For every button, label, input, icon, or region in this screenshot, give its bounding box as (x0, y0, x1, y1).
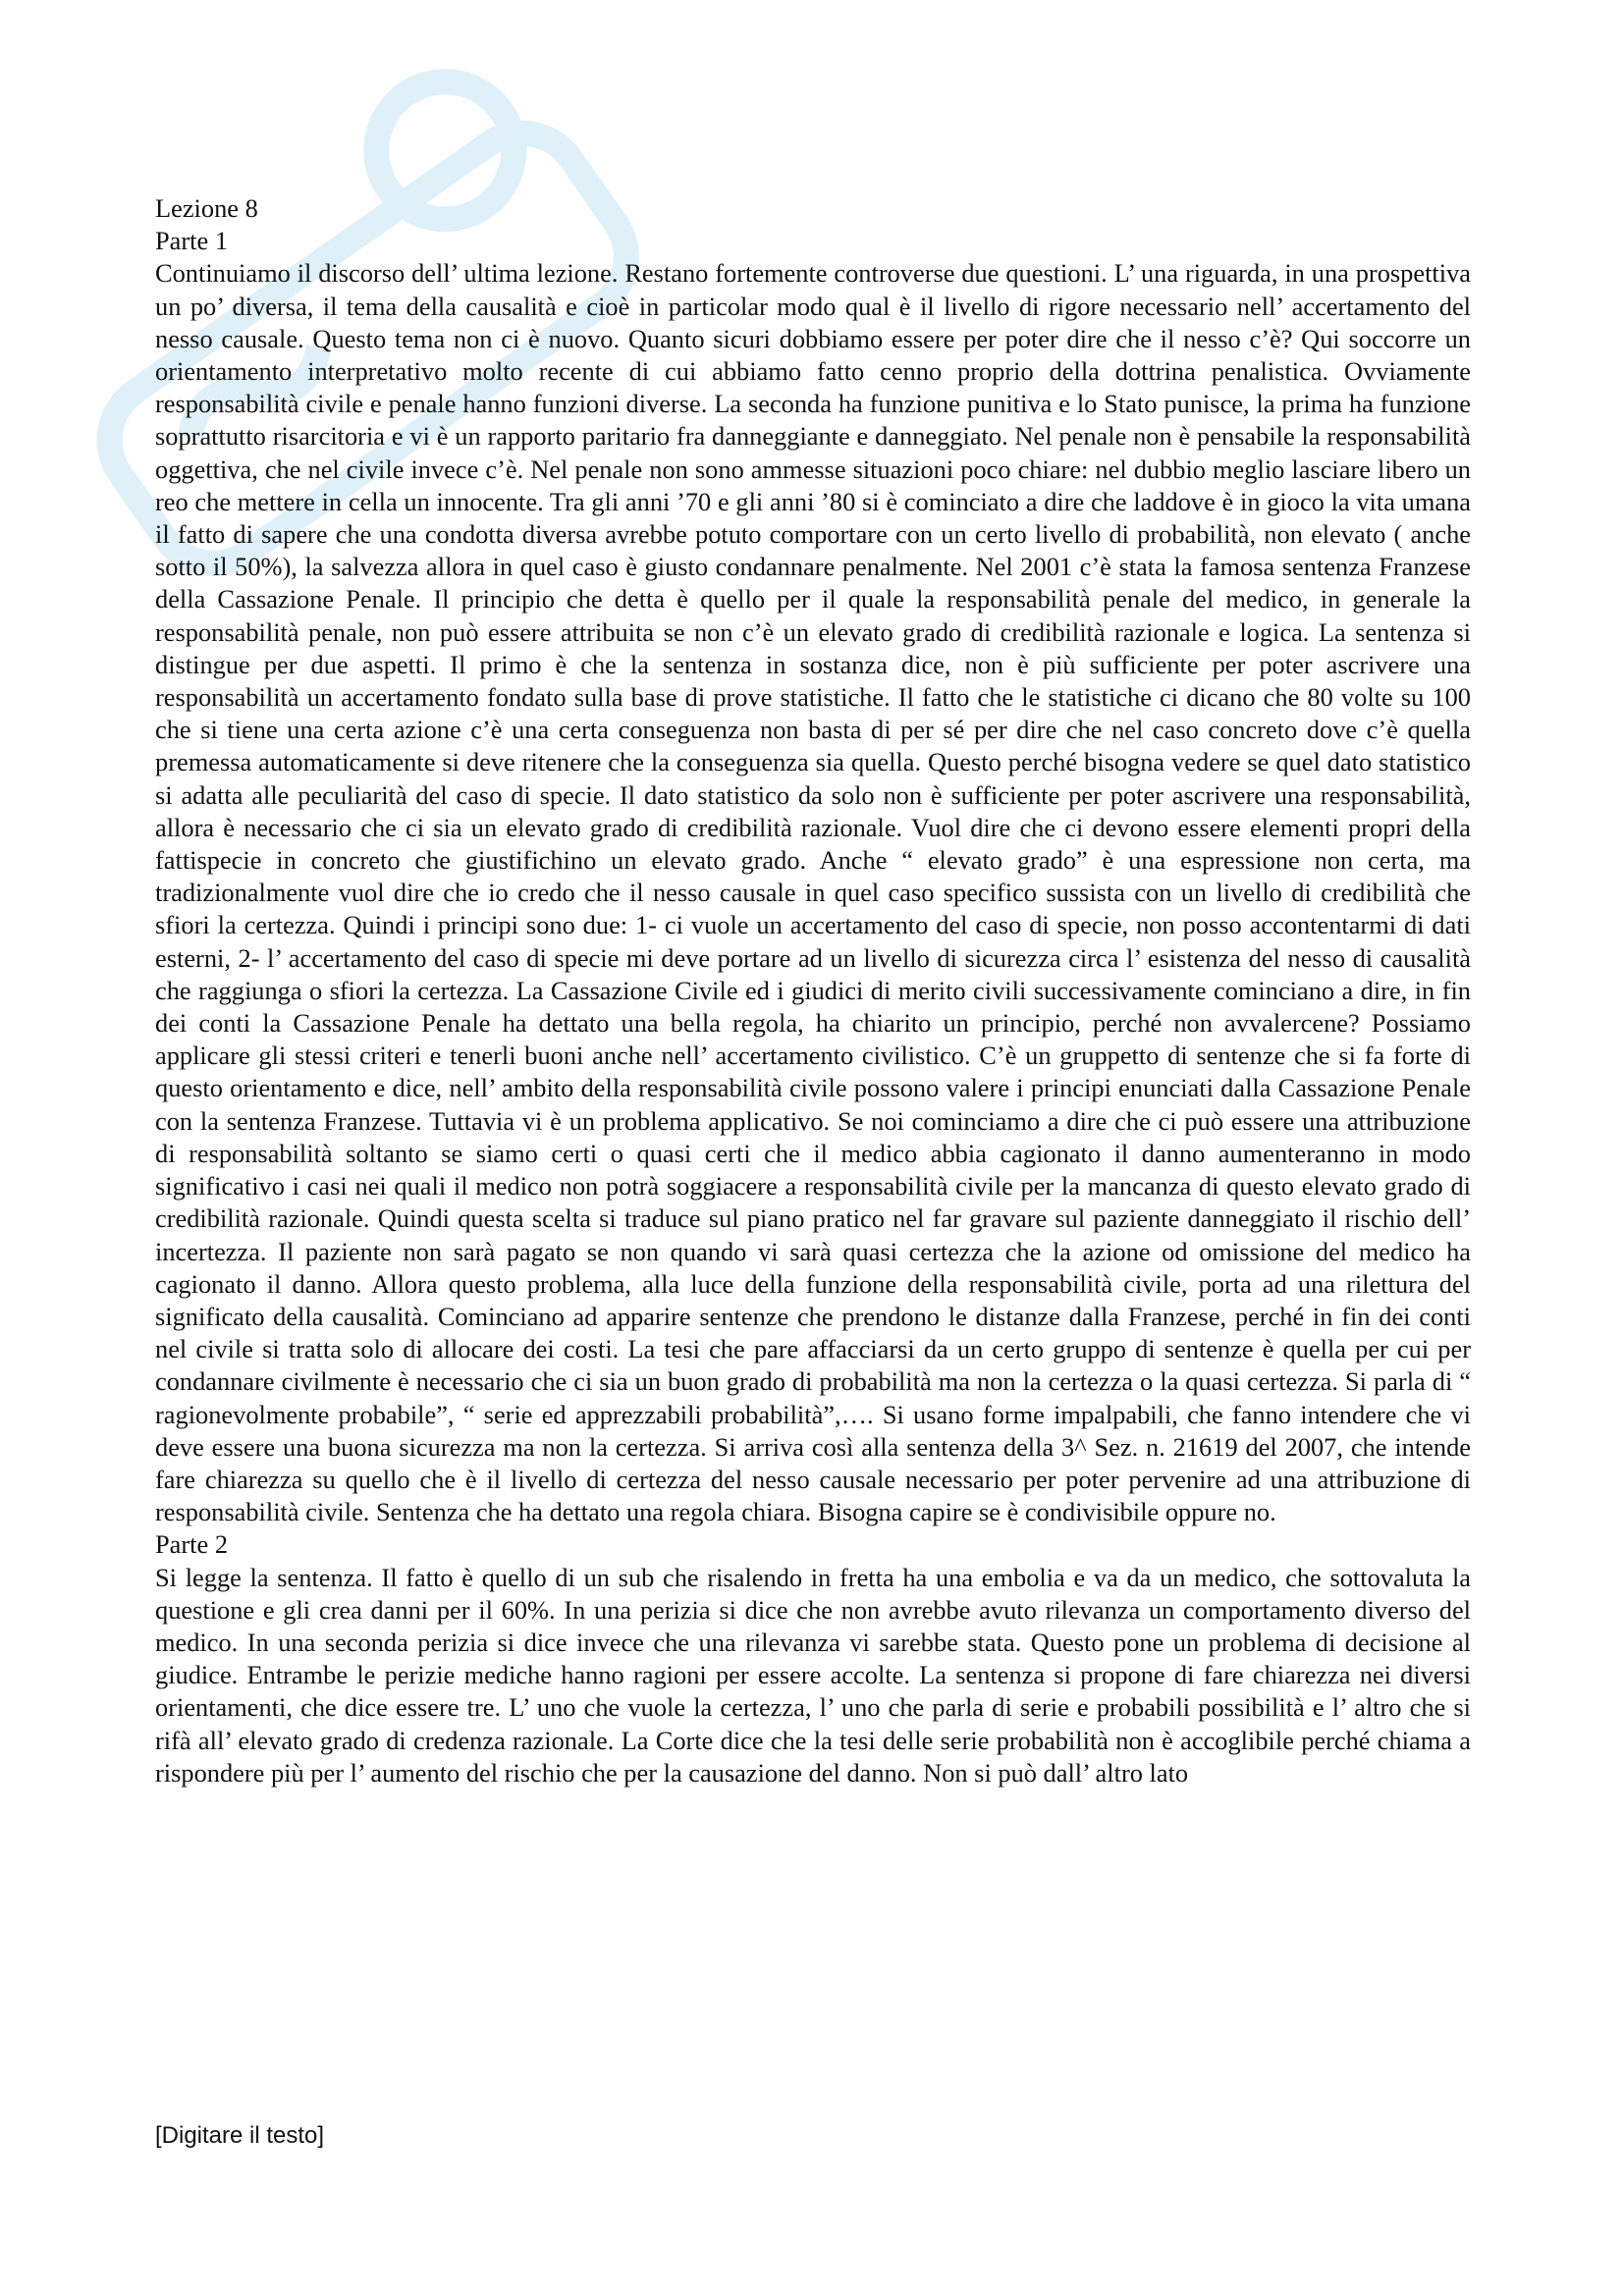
footer-placeholder[interactable]: [Digitare il testo] (155, 2122, 325, 2149)
part1-paragraph: Continuiamo il discorso dell’ ultima lezione. Restano fortemente controverse due questioni. L’ una riguarda, in una prospettiva un po’ diversa, il tema della causalità e cioè in particolar modo qual è il livello di rigore necessario nell’ accertamento del nesso causale. Questo tema non ci è nuovo. Quanto sicuri dobbiamo essere per poter dire che il nesso c’è? Qui soccorre un orientamento interpretativo molto recente di cui abbiamo fatto cenno proprio della dottrina penalistica. Ovviamente responsabilità civile e penale hanno funzioni diverse. La seconda ha funzione punitiva e lo Stato punisce, la prima ha funzione soprattutto risarcitoria e vi è un rapporto paritario fra danneggiante e danneggiato. Nel penale non è pensabile la responsabilità oggettiva, che nel civile invece c’è. Nel penale non sono ammesse situazioni poco chiare: nel dubbio meglio lasciare libero un reo che mettere in cella un innocente. Tra gli anni ’70 e gli anni ’80 si è cominciato a dire che laddove è in gioco la vita umana il fatto di sapere che una condotta diversa avrebbe potuto comportare con un certo livello di probabilità, non elevato ( anche sotto il 50%), la salvezza allora in quel caso è giusto condannare penalmente. Nel 2001 c’è stata la famosa sentenza Franzese della Cassazione Penale. Il principio che detta è quello per il quale la responsabilità penale del medico, in generale la responsabilità penale, non può essere attribuita se non c’è un elevato grado di credibilità razionale e logica. La sentenza si distingue per due aspetti. Il primo è che la sentenza in sostanza dice, non è più sufficiente per poter ascrivere una responsabilità un accertamento fondato sulla base di prove statistiche. Il fatto che le statistiche ci dicano che 80 volte su 100 che si tiene una certa azione c’è una certa conseguenza non basta di per sé per dire che nel caso concreto dove c’è quella premessa automaticamente si deve ritenere che la conseguenza sia quella. Questo perché bisogna vedere se quel dato statistico si adatta alle peculiarità del caso di specie. Il dato statistico da solo non è sufficiente per poter ascrivere una responsabilità, allora è necessario che ci sia un elevato grado di credibilità razionale. Vuol dire che ci devono essere elementi propri della fattispecie in concreto che giustifichino un elevato grado. Anche “ elevato grado” è una espressione non certa, ma tradizionalmente vuol dire che io credo che il nesso causale in quel caso specifico sussista con un livello di credibilità che sfiori la certezza. Quindi i principi sono due: 1- ci vuole un accertamento del caso di specie, non posso accontentarmi di dati esterni, 2- l’ accertamento del caso di specie mi deve portare ad un livello di sicurezza circa l’ esistenza del nesso di causalità che raggiunga o sfiori la certezza. La Cassazione Civile ed i giudici di merito civili successivamente cominciano a dire, in fin dei conti la Cassazione Penale ha dettato una bella regola, ha chiarito un principio, perché non avvalercene? Possiamo applicare gli stessi criteri e tenerli buoni anche nell’ accertamento civilistico. C’è un gruppetto di sentenze che si fa forte di questo orientamento e dice, nell’ ambito della responsabilità civile possono valere i principi enunciati dalla Cassazione Penale con la sentenza Franzese. Tuttavia vi è un problema applicativo. Se noi cominciamo a dire che ci può essere una attribuzione di responsabilità soltanto se siamo certi o quasi certi che il medico abbia cagionato il danno aumenteranno in modo significativo i casi nei quali il medico non potrà soggiacere a responsabilità civile per la mancanza di questo elevato grado di credibilità razionale. Quindi questa scelta si traduce sul piano pratico nel far gravare sul paziente danneggiato il rischio dell’ incertezza. Il paziente non sarà pagato se non quando vi sarà quasi certezza che la azione od omissione del medico ha cagionato il danno. Allora questo problema, alla luce della funzione della responsabilità civile, porta ad una rilettura del significato della causalità. Cominciano ad apparire sentenze che prendono le distanze dalla Franzese, perché in fin dei conti nel civile si tratta solo di allocare dei costi. La tesi che pare affacciarsi da un certo gruppo di sentenze è quella per cui per condannare civilmente è necessario che ci sia un buon grado di probabilità ma non la certezza o la quasi certezza. Si parla di “ ragionevolmente probabile”, “ serie ed apprezzabili probabilità”,…. Si usano forme impalpabili, che fanno intendere che vi deve essere una buona sicurezza ma non la certezza. Si arriva così alla sentenza della 3^ Sez. n. 21619 del 2007, che intende fare chiarezza su quello che è il livello di certezza del nesso causale necessario per poter pervenire ad una attribuzione di responsabilità civile. Sentenza che ha dettato una regola chiara. Bisogna capire se è condivisibile oppure no. (155, 258, 1471, 1527)
part2-paragraph: Si legge la sentenza. Il fatto è quello di un sub che risalendo in fretta ha una embolia e va da un medico, che sottovaluta la questione e gli crea danni per il 60%. In una perizia si dice che non avrebbe avuto rilevanza un comportamento diverso del medico. In una seconda perizia si dice invece che una rilevanza vi sarebbe stata. Questo pone un problema di decisione al giudice. Entrambe le perizie mediche hanno ragioni per essere accolte. La sentenza si propone di fare chiarezza nei diversi orientamenti, che dice essere tre. L’ uno che vuole la certezza, l’ uno che parla di serie e probabili possibilità e l’ altro che si rifà all’ elevato grado di credenza razionale. La Corte dice che la tesi delle serie probabilità non è accoglibile perché chiama a rispondere più per l’ aumento del rischio che per la causazione del danno. Non si può dall’ altro lato (155, 1562, 1471, 1788)
part2-heading: Parte 2 (155, 1529, 229, 1560)
document-body (155, 192, 1471, 1789)
document-title: Lezione 8 (155, 193, 258, 223)
part1-heading: Parte 1 (155, 226, 229, 256)
